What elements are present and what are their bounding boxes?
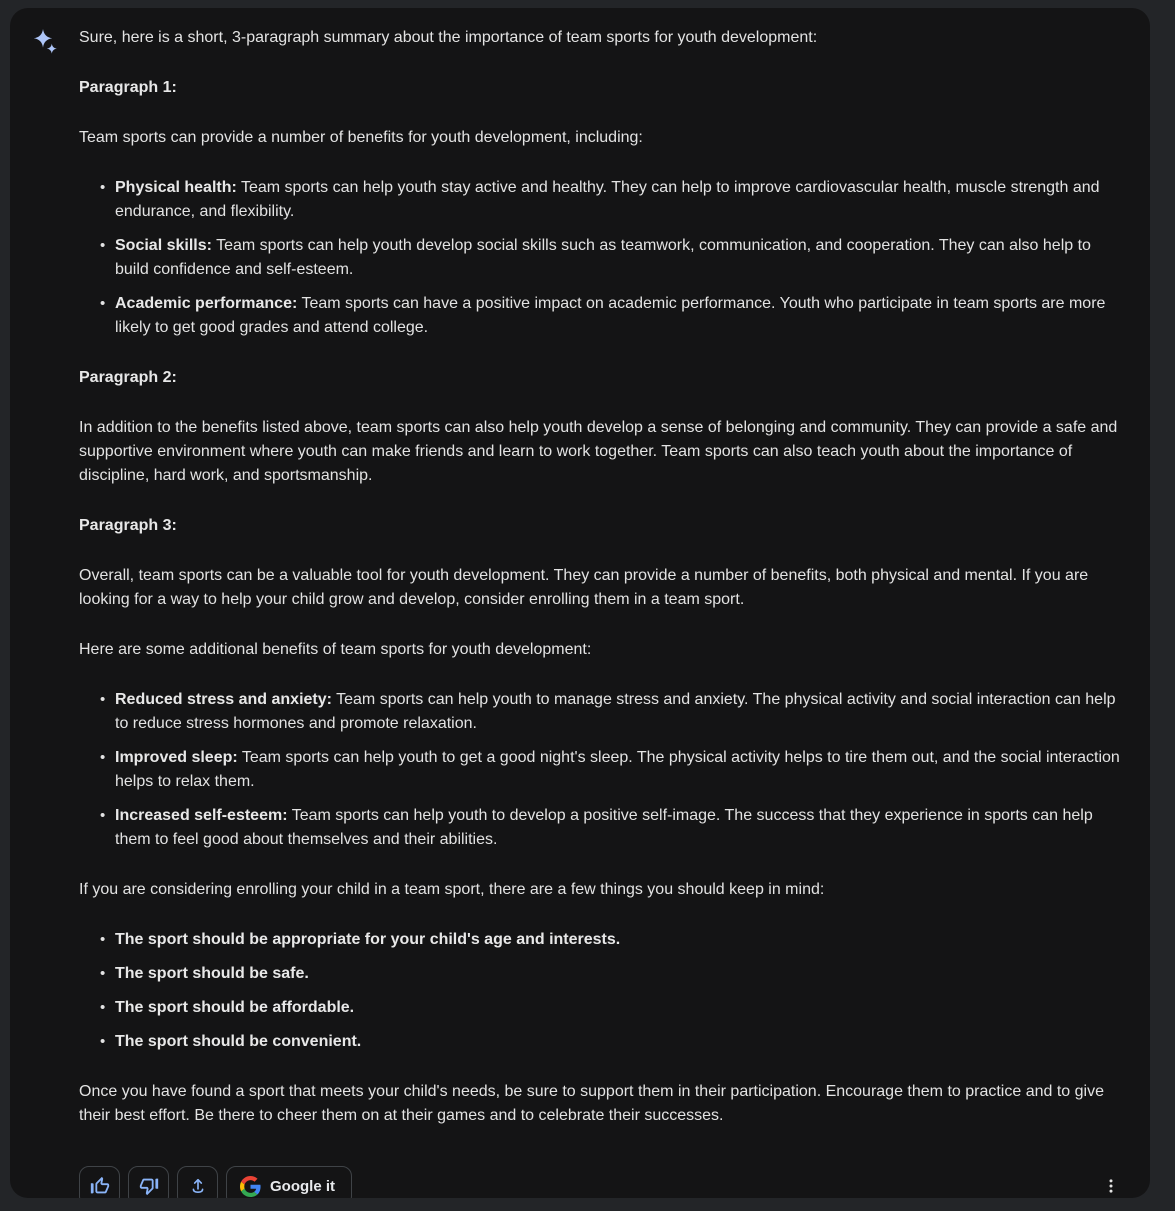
list-item — [115, 234, 1128, 282]
paragraph-1-heading: Paragraph 1: — [79, 79, 177, 96]
paragraph-3-text: Overall, team sports can be a valuable tool for youth development. They can provide a number of benefits, both physical and mental. If you are looking for a way to help your child grow and develop, consider enrolling them in a team sport. — [79, 567, 1089, 608]
response-content — [79, 26, 1128, 1195]
list-item-lead: Improved sleep: — [115, 749, 238, 766]
share-button[interactable] — [177, 1166, 218, 1198]
google-it-label: Google it — [270, 1177, 335, 1195]
paragraph-3-heading: Paragraph 3: — [79, 517, 177, 534]
more-vertical-icon — [1102, 1177, 1120, 1195]
list-item-text: Team sports can help youth stay active and healthy. They can help to improve cardiovascular health, muscle strength and endurance, and flexibility. — [115, 179, 1100, 220]
list-item-lead: Increased self-esteem: — [115, 807, 288, 824]
list-item — [115, 804, 1128, 852]
list-item — [115, 1030, 1128, 1054]
list-item — [115, 996, 1128, 1020]
google-it-button[interactable] — [226, 1166, 352, 1198]
paragraph-2-text: In addition to the benefits listed above, team sports can also help youth develop a sense of belonging and community. They can provide a safe and supportive environment where youth can make friends and learn to work together. Team sports can also teach youth about the importance of discipline, hard work, and sportsmanship. — [79, 419, 1118, 484]
thumbs-up-button[interactable] — [79, 1166, 120, 1198]
list-item-text: Team sports can help youth develop social skills such as teamwork, communication, and cooperation. They can also help to build confidence and self-esteem. — [115, 237, 1091, 278]
list-item — [115, 962, 1128, 986]
paragraph-2-heading: Paragraph 2: — [79, 369, 177, 386]
response-actions — [79, 1154, 1128, 1198]
thumbs-down-button[interactable] — [128, 1166, 169, 1198]
list-item — [115, 292, 1128, 340]
list-item — [115, 746, 1128, 794]
bard-sparkle-icon — [32, 28, 60, 62]
thumbs-down-icon — [138, 1175, 160, 1197]
list-item-lead: Physical health: — [115, 179, 237, 196]
list-item-text: The sport should be appropriate for your child's age and interests. — [115, 931, 621, 948]
list-item-text: Team sports can have a positive impact on academic performance. Youth who participate in team sports are more likely to get good grades and attend college. — [115, 295, 1106, 336]
list-item-text: The sport should be safe. — [115, 965, 309, 982]
additional-benefits-list — [79, 688, 1128, 852]
more-options-button[interactable] — [1094, 1169, 1128, 1198]
list-item-text: Team sports can help youth to get a good night's sleep. The physical activity helps to tire them out, and the social interaction helps to relax them. — [115, 749, 1120, 790]
list-item-lead: Reduced stress and anxiety: — [115, 691, 332, 708]
list-item-text: The sport should be convenient. — [115, 1033, 362, 1050]
list-item-lead: Academic performance: — [115, 295, 298, 312]
considerations-intro: If you are considering enrolling your child in a team sport, there are a few things you should keep in mind: — [79, 881, 825, 898]
upload-icon — [187, 1175, 209, 1197]
list-item — [115, 176, 1128, 224]
paragraph-1-lead: Team sports can provide a number of benefits for youth development, including: — [79, 129, 643, 146]
closing-paragraph: Once you have found a sport that meets your child's needs, be sure to support them in their participation. Encourage them to practice and to give their best effort. Be there to cheer them on at their games and to celebrate their successes. — [79, 1083, 1104, 1124]
list-item — [115, 928, 1128, 952]
list-item — [115, 688, 1128, 736]
list-item-text: Team sports can help youth to develop a positive self-image. The success that they experience in sports can help them to feel good about themselves and their abilities. — [115, 807, 1093, 848]
additional-benefits-intro: Here are some additional benefits of team sports for youth development: — [79, 641, 592, 658]
list-item-lead: Social skills: — [115, 237, 212, 254]
considerations-list — [79, 928, 1128, 1054]
benefits-list — [79, 176, 1128, 340]
google-g-icon — [240, 1176, 261, 1197]
list-item-text: The sport should be affordable. — [115, 999, 355, 1016]
message-intro: Sure, here is a short, 3-paragraph summary about the importance of team sports for youth development: — [79, 29, 818, 46]
response-card — [10, 8, 1150, 1198]
thumbs-up-icon — [89, 1175, 111, 1197]
list-item-text: Team sports can help youth to manage stress and anxiety. The physical activity and social interaction can help to reduce stress hormones and promote relaxation. — [115, 691, 1116, 732]
